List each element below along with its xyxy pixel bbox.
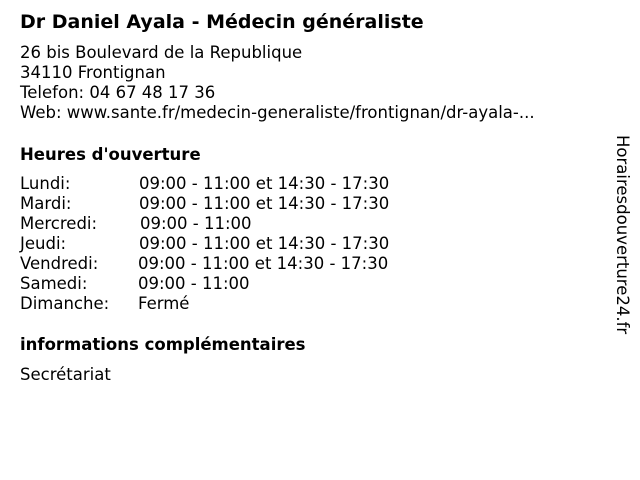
hours-time: 09:00 - 11:00 et 14:30 - 17:30 [138, 254, 389, 273]
hours-time: 09:00 - 11:00 [138, 274, 250, 293]
hours-time: 09:00 - 11:00 et 14:30 - 17:30 [139, 174, 390, 193]
hours-heading: Heures d'ouverture [20, 145, 201, 164]
hours-day: Dimanche: [20, 294, 110, 313]
hours-day: Mardi: [20, 194, 72, 213]
page-title: Dr Daniel Ayala - Médecin généraliste [20, 11, 424, 33]
website-url: Web: www.sante.fr/medecin-generaliste/frontignan/dr-ayala-... [20, 103, 535, 122]
hours-day: Lundi: [20, 174, 71, 193]
hours-time: Fermé [138, 294, 190, 313]
hours-day: Jeudi: [20, 234, 67, 253]
phone-number: Telefon: 04 67 48 17 36 [20, 83, 216, 102]
site-watermark: Horairesdouverture24.fr [613, 135, 632, 335]
info-heading: informations complémentaires [20, 335, 306, 354]
hours-day: Mercredi: [20, 214, 98, 233]
address-street: 26 bis Boulevard de la Republique [20, 43, 303, 62]
info-text: Secrétariat [20, 365, 111, 384]
address-block [20, 43, 535, 123]
hours-time: 09:00 - 11:00 et 14:30 - 17:30 [139, 234, 390, 253]
hours-time: 09:00 - 11:00 et 14:30 - 17:30 [139, 194, 390, 213]
hours-time: 09:00 - 11:00 [140, 214, 252, 233]
hours-day: Samedi: [20, 274, 88, 293]
address-city: 34110 Frontignan [20, 63, 166, 82]
hours-day: Vendredi: [20, 254, 99, 273]
